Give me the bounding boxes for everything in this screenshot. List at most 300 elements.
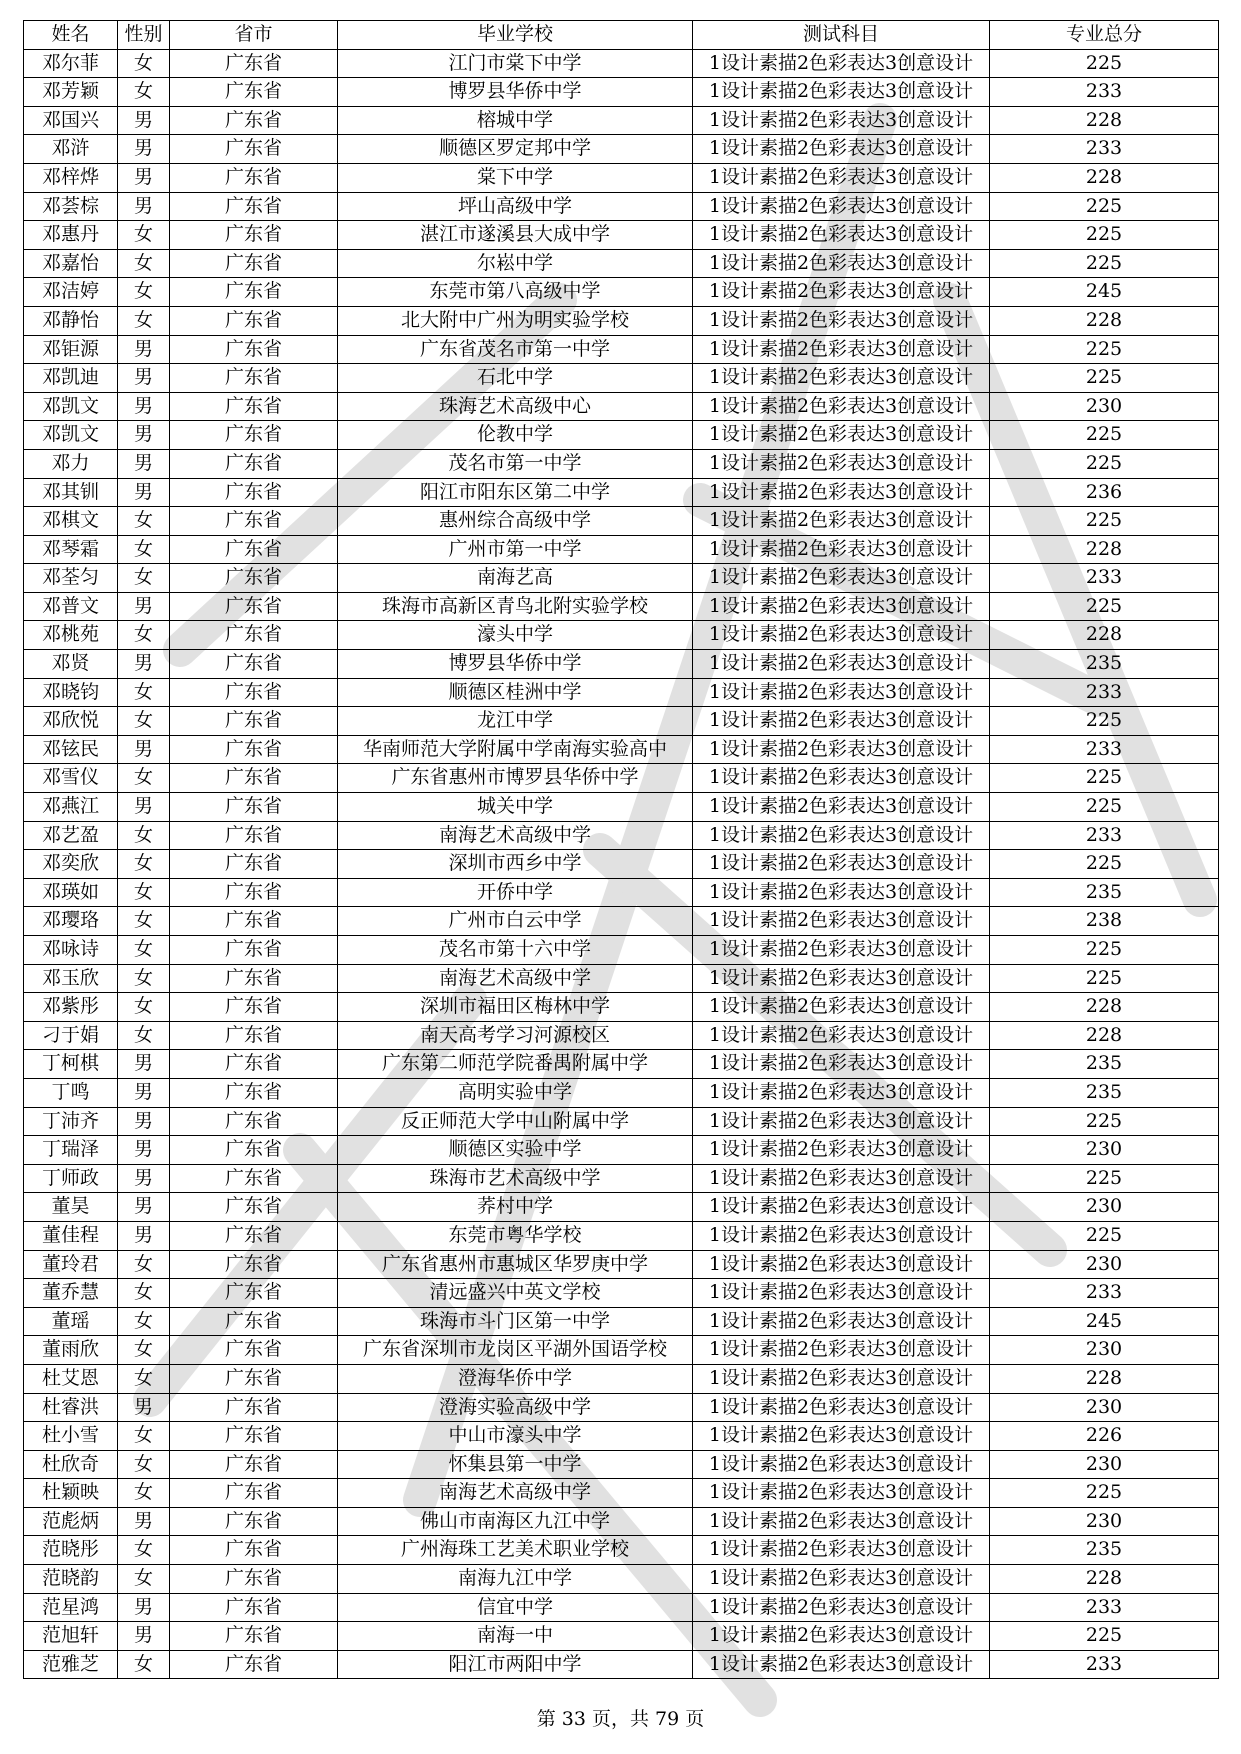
table-row	[24, 49, 1219, 78]
name-cell: 丁鸣	[24, 1078, 118, 1107]
subjects-cell: 1设计素描2色彩表达3创意设计	[693, 650, 990, 679]
subjects-cell: 1设计素描2色彩表达3创意设计	[693, 564, 990, 593]
score-cell: 233	[990, 821, 1219, 850]
table-row	[24, 478, 1219, 507]
score-cell: 225	[990, 449, 1219, 478]
score-cell: 225	[990, 936, 1219, 965]
score-cell: 228	[990, 306, 1219, 335]
table-row	[24, 621, 1219, 650]
subjects-cell: 1设计素描2色彩表达3创意设计	[693, 392, 990, 421]
school-cell: 广州市第一中学	[338, 535, 693, 564]
gender-cell: 男	[118, 449, 170, 478]
name-cell: 刁于娟	[24, 1021, 118, 1050]
score-cell: 225	[990, 1164, 1219, 1193]
gender-cell: 女	[118, 993, 170, 1022]
score-cell: 228	[990, 993, 1219, 1022]
subjects-cell: 1设计素描2色彩表达3创意设计	[693, 192, 990, 221]
gender-cell: 男	[118, 735, 170, 764]
name-cell: 邓燕江	[24, 793, 118, 822]
score-cell: 225	[990, 1479, 1219, 1508]
score-cell: 225	[990, 364, 1219, 393]
gender-cell: 女	[118, 678, 170, 707]
subjects-cell: 1设计素描2色彩表达3创意设计	[693, 764, 990, 793]
gender-cell: 男	[118, 478, 170, 507]
gender-cell: 男	[118, 1078, 170, 1107]
school-cell: 龙江中学	[338, 707, 693, 736]
province-cell: 广东省	[170, 793, 338, 822]
name-cell: 范旭轩	[24, 1622, 118, 1651]
subjects-cell: 1设计素描2色彩表达3创意设计	[693, 507, 990, 536]
name-cell: 范晓韵	[24, 1565, 118, 1594]
gender-cell: 女	[118, 221, 170, 250]
subjects-cell: 1设计素描2色彩表达3创意设计	[693, 1221, 990, 1250]
gender-cell: 女	[118, 507, 170, 536]
name-cell: 邓凯迪	[24, 364, 118, 393]
school-cell: 湛江市遂溪县大成中学	[338, 221, 693, 250]
school-cell: 珠海艺术高级中心	[338, 392, 693, 421]
gender-cell: 男	[118, 1164, 170, 1193]
table-row	[24, 221, 1219, 250]
gender-cell: 女	[118, 564, 170, 593]
school-cell: 坪山高级中学	[338, 192, 693, 221]
province-cell: 广东省	[170, 364, 338, 393]
province-cell: 广东省	[170, 78, 338, 107]
school-cell: 怀集县第一中学	[338, 1450, 693, 1479]
province-cell: 广东省	[170, 1307, 338, 1336]
subjects-cell: 1设计素描2色彩表达3创意设计	[693, 1250, 990, 1279]
gender-cell: 男	[118, 392, 170, 421]
school-cell: 东莞市粤华学校	[338, 1221, 693, 1250]
gender-cell: 男	[118, 364, 170, 393]
gender-cell: 男	[118, 1593, 170, 1622]
subjects-cell: 1设计素描2色彩表达3创意设计	[693, 78, 990, 107]
province-cell: 广东省	[170, 1507, 338, 1536]
table-row	[24, 1279, 1219, 1308]
gender-cell: 女	[118, 878, 170, 907]
school-cell: 广东省惠州市惠城区华罗庚中学	[338, 1250, 693, 1279]
score-cell: 233	[990, 564, 1219, 593]
gender-cell: 女	[118, 1565, 170, 1594]
name-cell: 邓咏诗	[24, 936, 118, 965]
table-row	[24, 1107, 1219, 1136]
province-cell: 广东省	[170, 878, 338, 907]
school-cell: 广东省惠州市博罗县华侨中学	[338, 764, 693, 793]
table-row	[24, 192, 1219, 221]
score-cell: 225	[990, 1622, 1219, 1651]
name-cell: 丁瑞泽	[24, 1136, 118, 1165]
table-row	[24, 1650, 1219, 1679]
school-cell: 江门市棠下中学	[338, 49, 693, 78]
subjects-cell: 1设计素描2色彩表达3创意设计	[693, 1136, 990, 1165]
subjects-cell: 1设计素描2色彩表达3创意设计	[693, 1650, 990, 1679]
score-cell: 225	[990, 793, 1219, 822]
gender-cell: 男	[118, 1393, 170, 1422]
school-cell: 信宜中学	[338, 1593, 693, 1622]
province-cell: 广东省	[170, 907, 338, 936]
score-cell: 225	[990, 507, 1219, 536]
name-cell: 丁柯棋	[24, 1050, 118, 1079]
subjects-cell: 1设计素描2色彩表达3创意设计	[693, 878, 990, 907]
name-cell: 邓奕欣	[24, 850, 118, 879]
table-row	[24, 1136, 1219, 1165]
subjects-cell: 1设计素描2色彩表达3创意设计	[693, 278, 990, 307]
subjects-cell: 1设计素描2色彩表达3创意设计	[693, 821, 990, 850]
table-row	[24, 1565, 1219, 1594]
province-cell: 广东省	[170, 1450, 338, 1479]
subjects-cell: 1设计素描2色彩表达3创意设计	[693, 221, 990, 250]
name-cell: 邓凯文	[24, 421, 118, 450]
name-cell: 邓紫彤	[24, 993, 118, 1022]
gender-cell: 女	[118, 621, 170, 650]
subjects-cell: 1设计素描2色彩表达3创意设计	[693, 49, 990, 78]
score-cell: 230	[990, 1336, 1219, 1365]
school-cell: 广州海珠工艺美术职业学校	[338, 1536, 693, 1565]
province-cell: 广东省	[170, 1622, 338, 1651]
name-cell: 邓晓钧	[24, 678, 118, 707]
gender-cell: 女	[118, 278, 170, 307]
table-row	[24, 1164, 1219, 1193]
province-cell: 广东省	[170, 1364, 338, 1393]
name-cell: 邓嘉怡	[24, 249, 118, 278]
subjects-cell: 1设计素描2色彩表达3创意设计	[693, 907, 990, 936]
gender-cell: 男	[118, 106, 170, 135]
subjects-cell: 1设计素描2色彩表达3创意设计	[693, 1536, 990, 1565]
subjects-cell: 1设计素描2色彩表达3创意设计	[693, 621, 990, 650]
school-cell: 东莞市第八高级中学	[338, 278, 693, 307]
subjects-cell: 1设计素描2色彩表达3创意设计	[693, 535, 990, 564]
score-cell: 230	[990, 1250, 1219, 1279]
score-cell: 225	[990, 1221, 1219, 1250]
name-cell: 董佳程	[24, 1221, 118, 1250]
school-cell: 反正师范大学中山附属中学	[338, 1107, 693, 1136]
table-row	[24, 936, 1219, 965]
subjects-cell: 1设计素描2色彩表达3创意设计	[693, 1021, 990, 1050]
province-cell: 广东省	[170, 535, 338, 564]
score-cell: 228	[990, 106, 1219, 135]
subjects-cell: 1设计素描2色彩表达3创意设计	[693, 1422, 990, 1451]
gender-cell: 女	[118, 1279, 170, 1308]
subjects-cell: 1设计素描2色彩表达3创意设计	[693, 850, 990, 879]
score-cell: 226	[990, 1422, 1219, 1451]
subjects-cell: 1设计素描2色彩表达3创意设计	[693, 735, 990, 764]
header-gender: 性别	[118, 21, 170, 50]
school-cell: 开侨中学	[338, 878, 693, 907]
school-cell: 广东省深圳市龙岗区平湖外国语学校	[338, 1336, 693, 1365]
gender-cell: 男	[118, 1107, 170, 1136]
school-cell: 榕城中学	[338, 106, 693, 135]
subjects-cell: 1设计素描2色彩表达3创意设计	[693, 306, 990, 335]
score-cell: 228	[990, 1364, 1219, 1393]
name-cell: 邓普文	[24, 592, 118, 621]
score-cell: 233	[990, 78, 1219, 107]
subjects-cell: 1设计素描2色彩表达3创意设计	[693, 1479, 990, 1508]
table-row	[24, 1336, 1219, 1365]
score-cell: 225	[990, 592, 1219, 621]
school-cell: 博罗县华侨中学	[338, 78, 693, 107]
province-cell: 广东省	[170, 49, 338, 78]
gender-cell: 女	[118, 936, 170, 965]
name-cell: 邓浒	[24, 135, 118, 164]
subjects-cell: 1设计素描2色彩表达3创意设计	[693, 1450, 990, 1479]
score-cell: 235	[990, 878, 1219, 907]
province-cell: 广东省	[170, 392, 338, 421]
name-cell: 邓瑛如	[24, 878, 118, 907]
school-cell: 茂名市第十六中学	[338, 936, 693, 965]
table-row	[24, 1050, 1219, 1079]
score-cell: 235	[990, 1078, 1219, 1107]
school-cell: 珠海市高新区青鸟北附实验学校	[338, 592, 693, 621]
score-cell: 225	[990, 850, 1219, 879]
table-row	[24, 1479, 1219, 1508]
score-cell: 225	[990, 192, 1219, 221]
province-cell: 广东省	[170, 1336, 338, 1365]
score-cell: 225	[990, 249, 1219, 278]
province-cell: 广东省	[170, 592, 338, 621]
subjects-cell: 1设计素描2色彩表达3创意设计	[693, 964, 990, 993]
score-cell: 225	[990, 421, 1219, 450]
score-cell: 225	[990, 764, 1219, 793]
school-cell: 广州市白云中学	[338, 907, 693, 936]
name-cell: 邓玉欣	[24, 964, 118, 993]
school-cell: 华南师范大学附属中学南海实验高中	[338, 735, 693, 764]
subjects-cell: 1设计素描2色彩表达3创意设计	[693, 478, 990, 507]
table-row	[24, 735, 1219, 764]
table-row	[24, 507, 1219, 536]
province-cell: 广东省	[170, 507, 338, 536]
table-body	[24, 49, 1219, 1679]
table-row	[24, 364, 1219, 393]
school-cell: 南海一中	[338, 1622, 693, 1651]
school-cell: 深圳市西乡中学	[338, 850, 693, 879]
table-row	[24, 278, 1219, 307]
subjects-cell: 1设计素描2色彩表达3创意设计	[693, 678, 990, 707]
province-cell: 广东省	[170, 135, 338, 164]
subjects-cell: 1设计素描2色彩表达3创意设计	[693, 135, 990, 164]
gender-cell: 女	[118, 964, 170, 993]
table-row	[24, 1393, 1219, 1422]
gender-cell: 男	[118, 1193, 170, 1222]
province-cell: 广东省	[170, 163, 338, 192]
province-cell: 广东省	[170, 478, 338, 507]
score-cell: 230	[990, 392, 1219, 421]
province-cell: 广东省	[170, 1422, 338, 1451]
school-cell: 清远盛兴中英文学校	[338, 1279, 693, 1308]
school-cell: 阳江市阳东区第二中学	[338, 478, 693, 507]
name-cell: 董昊	[24, 1193, 118, 1222]
subjects-cell: 1设计素描2色彩表达3创意设计	[693, 1593, 990, 1622]
subjects-cell: 1设计素描2色彩表达3创意设计	[693, 1164, 990, 1193]
score-cell: 235	[990, 1050, 1219, 1079]
subjects-cell: 1设计素描2色彩表达3创意设计	[693, 1107, 990, 1136]
score-cell: 238	[990, 907, 1219, 936]
table-row	[24, 392, 1219, 421]
school-cell: 高明实验中学	[338, 1078, 693, 1107]
school-cell: 顺德区实验中学	[338, 1136, 693, 1165]
school-cell: 北大附中广州为明实验学校	[338, 306, 693, 335]
gender-cell: 男	[118, 163, 170, 192]
province-cell: 广东省	[170, 993, 338, 1022]
score-cell: 233	[990, 1279, 1219, 1308]
school-cell: 城关中学	[338, 793, 693, 822]
score-cell: 230	[990, 1450, 1219, 1479]
table-row	[24, 793, 1219, 822]
score-cell: 225	[990, 964, 1219, 993]
subjects-cell: 1设计素描2色彩表达3创意设计	[693, 364, 990, 393]
subjects-cell: 1设计素描2色彩表达3创意设计	[693, 1279, 990, 1308]
gender-cell: 女	[118, 850, 170, 879]
province-cell: 广东省	[170, 192, 338, 221]
province-cell: 广东省	[170, 1650, 338, 1679]
school-cell: 深圳市福田区梅林中学	[338, 993, 693, 1022]
school-cell: 南海艺高	[338, 564, 693, 593]
gender-cell: 男	[118, 335, 170, 364]
school-cell: 惠州综合高级中学	[338, 507, 693, 536]
subjects-cell: 1设计素描2色彩表达3创意设计	[693, 1050, 990, 1079]
school-cell: 南天高考学习河源校区	[338, 1021, 693, 1050]
province-cell: 广东省	[170, 249, 338, 278]
score-cell: 235	[990, 650, 1219, 679]
gender-cell: 女	[118, 707, 170, 736]
province-cell: 广东省	[170, 1479, 338, 1508]
province-cell: 广东省	[170, 1193, 338, 1222]
school-cell: 茂名市第一中学	[338, 449, 693, 478]
school-cell: 南海九江中学	[338, 1565, 693, 1594]
subjects-cell: 1设计素描2色彩表达3创意设计	[693, 421, 990, 450]
name-cell: 董瑶	[24, 1307, 118, 1336]
school-cell: 佛山市南海区九江中学	[338, 1507, 693, 1536]
table-row	[24, 1193, 1219, 1222]
school-cell: 澄海实验高级中学	[338, 1393, 693, 1422]
name-cell: 范星鸿	[24, 1593, 118, 1622]
name-cell: 邓荃匀	[24, 564, 118, 593]
gender-cell: 男	[118, 793, 170, 822]
gender-cell: 女	[118, 1479, 170, 1508]
province-cell: 广东省	[170, 421, 338, 450]
table-row	[24, 106, 1219, 135]
name-cell: 丁沛齐	[24, 1107, 118, 1136]
table-row	[24, 421, 1219, 450]
gender-cell: 男	[118, 1622, 170, 1651]
name-cell: 邓欣悦	[24, 707, 118, 736]
province-cell: 广东省	[170, 1250, 338, 1279]
header-name: 姓名	[24, 21, 118, 50]
gender-cell: 男	[118, 1136, 170, 1165]
school-cell: 顺德区罗定邦中学	[338, 135, 693, 164]
school-cell: 博罗县华侨中学	[338, 650, 693, 679]
gender-cell: 女	[118, 535, 170, 564]
province-cell: 广东省	[170, 964, 338, 993]
province-cell: 广东省	[170, 1021, 338, 1050]
gender-cell: 男	[118, 592, 170, 621]
name-cell: 范彪炳	[24, 1507, 118, 1536]
table-row	[24, 135, 1219, 164]
school-cell: 濠头中学	[338, 621, 693, 650]
province-cell: 广东省	[170, 936, 338, 965]
gender-cell: 男	[118, 421, 170, 450]
table-row	[24, 1622, 1219, 1651]
table-row	[24, 707, 1219, 736]
score-cell: 230	[990, 1193, 1219, 1222]
province-cell: 广东省	[170, 1565, 338, 1594]
table-row	[24, 1593, 1219, 1622]
table-row	[24, 449, 1219, 478]
school-cell: 南海艺术高级中学	[338, 964, 693, 993]
subjects-cell: 1设计素描2色彩表达3创意设计	[693, 1507, 990, 1536]
gender-cell: 女	[118, 821, 170, 850]
province-cell: 广东省	[170, 106, 338, 135]
school-cell: 广东省茂名市第一中学	[338, 335, 693, 364]
province-cell: 广东省	[170, 621, 338, 650]
gender-cell: 女	[118, 1250, 170, 1279]
score-cell: 225	[990, 707, 1219, 736]
table-row	[24, 1307, 1219, 1336]
name-cell: 邓铉民	[24, 735, 118, 764]
name-cell: 杜睿洪	[24, 1393, 118, 1422]
province-cell: 广东省	[170, 850, 338, 879]
student-score-table	[23, 20, 1219, 1679]
subjects-cell: 1设计素描2色彩表达3创意设计	[693, 993, 990, 1022]
score-cell: 228	[990, 621, 1219, 650]
table-row	[24, 535, 1219, 564]
school-cell: 尔崧中学	[338, 249, 693, 278]
table-row	[24, 878, 1219, 907]
gender-cell: 男	[118, 650, 170, 679]
name-cell: 邓国兴	[24, 106, 118, 135]
score-cell: 225	[990, 221, 1219, 250]
subjects-cell: 1设计素描2色彩表达3创意设计	[693, 1307, 990, 1336]
table-row	[24, 907, 1219, 936]
score-cell: 230	[990, 1136, 1219, 1165]
gender-cell: 女	[118, 764, 170, 793]
table-row	[24, 335, 1219, 364]
province-cell: 广东省	[170, 1136, 338, 1165]
school-cell: 南海艺术高级中学	[338, 1479, 693, 1508]
province-cell: 广东省	[170, 1107, 338, 1136]
province-cell: 广东省	[170, 1050, 338, 1079]
name-cell: 邓钜源	[24, 335, 118, 364]
table-row	[24, 850, 1219, 879]
gender-cell: 女	[118, 1650, 170, 1679]
subjects-cell: 1设计素描2色彩表达3创意设计	[693, 707, 990, 736]
province-cell: 广东省	[170, 1221, 338, 1250]
score-cell: 233	[990, 1593, 1219, 1622]
subjects-cell: 1设计素描2色彩表达3创意设计	[693, 449, 990, 478]
province-cell: 广东省	[170, 306, 338, 335]
subjects-cell: 1设计素描2色彩表达3创意设计	[693, 1336, 990, 1365]
table-row	[24, 1536, 1219, 1565]
name-cell: 邓惠丹	[24, 221, 118, 250]
score-cell: 233	[990, 1650, 1219, 1679]
name-cell: 邓荟棕	[24, 192, 118, 221]
gender-cell: 男	[118, 135, 170, 164]
school-cell: 珠海市艺术高级中学	[338, 1164, 693, 1193]
subjects-cell: 1设计素描2色彩表达3创意设计	[693, 936, 990, 965]
name-cell: 邓梓烨	[24, 163, 118, 192]
province-cell: 广东省	[170, 221, 338, 250]
header-school: 毕业学校	[338, 21, 693, 50]
name-cell: 邓艺盈	[24, 821, 118, 850]
province-cell: 广东省	[170, 449, 338, 478]
province-cell: 广东省	[170, 707, 338, 736]
subjects-cell: 1设计素描2色彩表达3创意设计	[693, 1193, 990, 1222]
subjects-cell: 1设计素描2色彩表达3创意设计	[693, 1393, 990, 1422]
score-cell: 225	[990, 1107, 1219, 1136]
school-cell: 珠海市斗门区第一中学	[338, 1307, 693, 1336]
score-cell: 230	[990, 1393, 1219, 1422]
table-row	[24, 564, 1219, 593]
subjects-cell: 1设计素描2色彩表达3创意设计	[693, 335, 990, 364]
name-cell: 邓凯文	[24, 392, 118, 421]
